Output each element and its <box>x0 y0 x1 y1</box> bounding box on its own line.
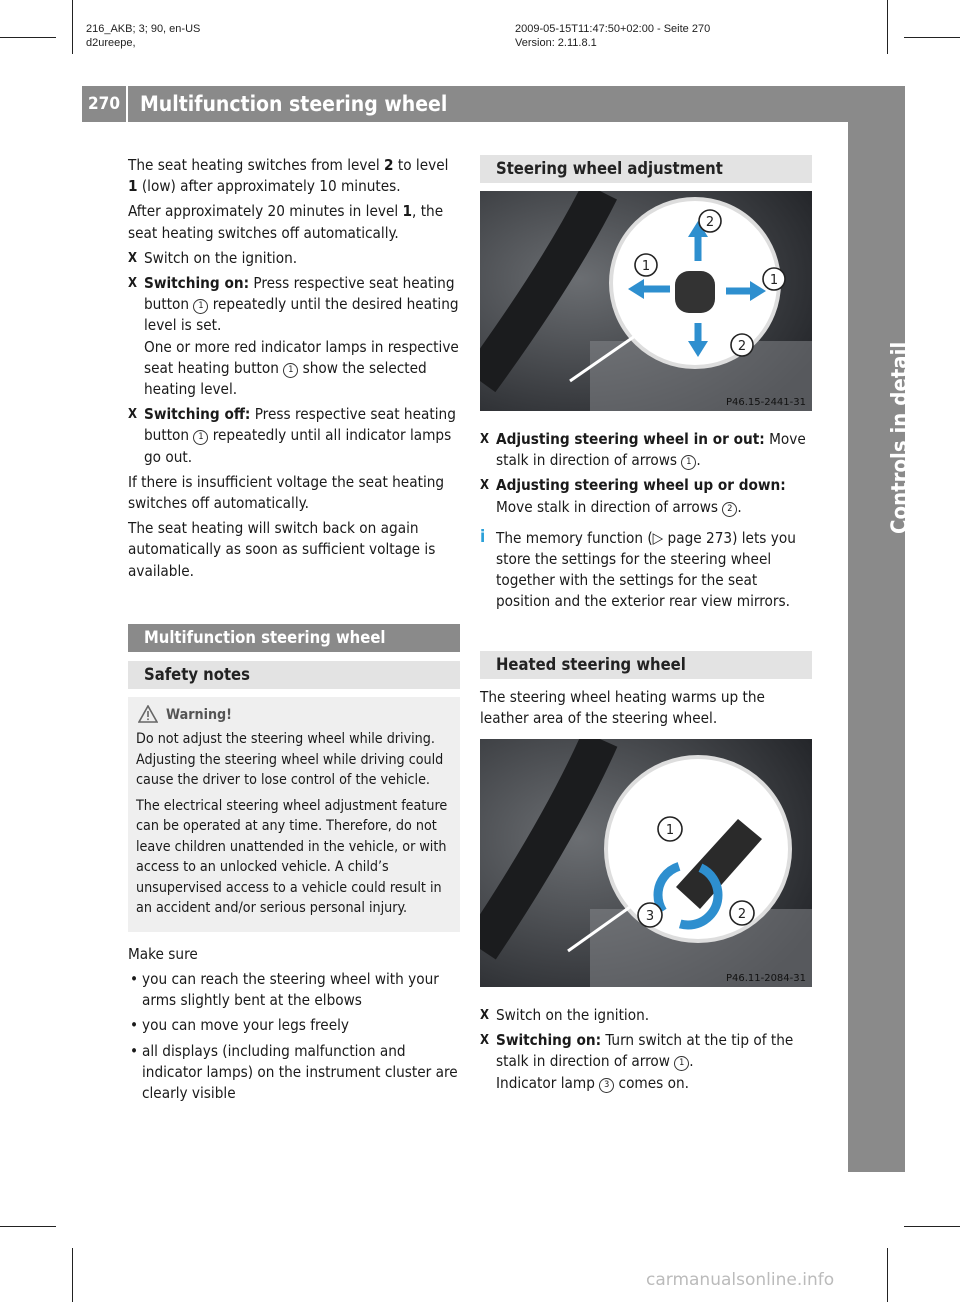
callout-1-icon: 1 <box>193 430 208 445</box>
paragraph: Make sure <box>128 944 198 963</box>
step-arrow-icon: X <box>480 1008 490 1024</box>
step: X Adjusting steering wheel up or down: Move stalk in direction of arrows 2 . <box>480 476 786 516</box>
crop-mark <box>72 0 73 54</box>
left-column <box>128 155 460 1108</box>
callout-1-icon: 1 <box>283 363 298 378</box>
watermark: carmanualsonline.info <box>646 1270 835 1290</box>
print-meta-right <box>515 22 710 50</box>
warning-text: Do not adjust the steering wheel while driving. Adjusting the steering wheel while driving could cause the driver to lose control of the vehicle. <box>136 731 444 789</box>
meta-line: Version: 2.11.8.1 <box>515 37 597 49</box>
print-meta-left <box>86 22 200 50</box>
meta-line: d2ureepe, <box>86 37 136 49</box>
page-header <box>82 86 905 122</box>
diagram-callout: 2 <box>705 215 715 230</box>
step: X Switching on: Turn switch at the tip of the stalk in direction of arrow 1 . Indicator lamp 3 comes on. <box>480 1031 794 1092</box>
callout-2-icon: 2 <box>722 502 737 517</box>
callout-1-icon: 1 <box>193 299 208 314</box>
subsection-heading: Steering wheel adjustment <box>480 155 812 183</box>
step: X Adjusting steering wheel in or out: Move stalk in direction of arrows 1 . <box>480 430 806 470</box>
diagram-callout: 1 <box>769 273 779 288</box>
step-arrow-icon: X <box>128 407 138 423</box>
section-heading: Multifunction steering wheel <box>128 624 460 652</box>
paragraph: After approximately 20 minutes in level 1, the seat heating switches off automatically. <box>128 202 444 242</box>
step: X Switching on: Press respective seat heating button 1 repeatedly until the desired heating level is set. One or more red indicator lamps in respective seat heating button 1 show the selected heating level. <box>128 274 459 399</box>
step-arrow-icon: X <box>128 276 138 292</box>
meta-line: 216_AKB; 3; 90, en-US <box>86 23 201 35</box>
heated-steering-illustration <box>480 739 812 987</box>
subsection-heading: Safety notes <box>128 661 460 689</box>
step-arrow-icon: X <box>480 432 490 447</box>
step-arrow-icon: X <box>480 1033 490 1049</box>
subsection-heading: Heated steering wheel <box>480 651 812 679</box>
crop-mark <box>0 37 56 38</box>
page-title: Multifunction steering wheel <box>140 92 448 116</box>
callout-1-icon: 1 <box>681 455 696 470</box>
bullet-icon: • <box>130 1016 139 1035</box>
step-arrow-icon: X <box>480 478 490 494</box>
step: X Switching off: Press respective seat heating button 1 repeatedly until all indicator lamps go out. <box>128 405 456 466</box>
crop-mark <box>72 1248 73 1302</box>
paragraph: If there is insufficient voltage the seat heating switches off automatically. <box>128 472 445 513</box>
steering-adjustment-illustration <box>480 191 812 411</box>
diagram-callout: 1 <box>641 259 651 274</box>
crop-mark <box>904 1226 960 1227</box>
page-ref-arrow-icon: ▷ <box>652 528 664 547</box>
crop-mark <box>904 37 960 38</box>
diagram-callout: 2 <box>737 907 747 923</box>
info-icon: i <box>480 526 486 547</box>
crop-mark <box>0 1226 56 1227</box>
info-note: i The memory function (▷ page 273) lets you store the settings for the steering wheel together with the settings for the seat position and the exterior rear view mirrors. <box>480 526 796 611</box>
paragraph: The seat heating will switch back on again automatically as soon as sufficient voltage is available. <box>128 519 436 580</box>
page-number: 270 <box>88 94 120 114</box>
warning-triangle-icon <box>138 705 158 723</box>
steering-adjustment-image <box>480 191 812 411</box>
callout-1-icon: 1 <box>674 1056 689 1071</box>
image-code: P46.11-2084-31 <box>725 973 806 985</box>
step: X Switch on the ignition. <box>480 1005 812 1026</box>
callout-3-icon: 3 <box>599 1078 614 1093</box>
list-item: • you can reach the steering wheel with your arms slightly bent at the elbows <box>130 970 439 1010</box>
crop-mark <box>887 0 888 54</box>
list-item: • all displays (including malfunction and indicator lamps) on the instrument cluster are clearly visible <box>130 1041 458 1103</box>
step-arrow-icon: X <box>128 250 138 266</box>
step: X Switch on the ignition. <box>128 248 460 269</box>
crop-mark <box>887 1248 888 1302</box>
list-item: • you can move your legs freely <box>128 1015 460 1036</box>
diagram-callout: 1 <box>665 823 675 839</box>
meta-line: 2009-05-15T11:47:50+02:00 - Seite 270 <box>515 23 711 35</box>
warning-title: Warning! <box>166 706 232 723</box>
image-code: P46.15-2441-31 <box>725 397 806 408</box>
chapter-label: Controls in detail <box>888 341 913 534</box>
bullet-icon: • <box>130 970 139 989</box>
bullet-icon: • <box>130 1041 139 1060</box>
heated-steering-image <box>480 739 812 987</box>
paragraph: The steering wheel heating warms up the leather area of the steering wheel. <box>480 687 765 727</box>
right-column <box>480 155 812 1098</box>
header-divider <box>126 86 128 122</box>
diagram-callout: 3 <box>645 909 655 925</box>
paragraph: The seat heating switches from level 2 to level 1 (low) after approximately 10 minutes. <box>128 156 449 196</box>
warning-text: The electrical steering wheel adjustment feature can be operated at any time. Therefore, do not leave children unattended in the vehicle, or with access to an unlocked vehicle. A child’s unsupervised access to a vehicle could result in an accident and/or serious personal injury. <box>136 797 448 917</box>
warning-box <box>128 697 460 932</box>
diagram-callout: 2 <box>737 339 747 354</box>
chapter-tab <box>848 122 913 1172</box>
